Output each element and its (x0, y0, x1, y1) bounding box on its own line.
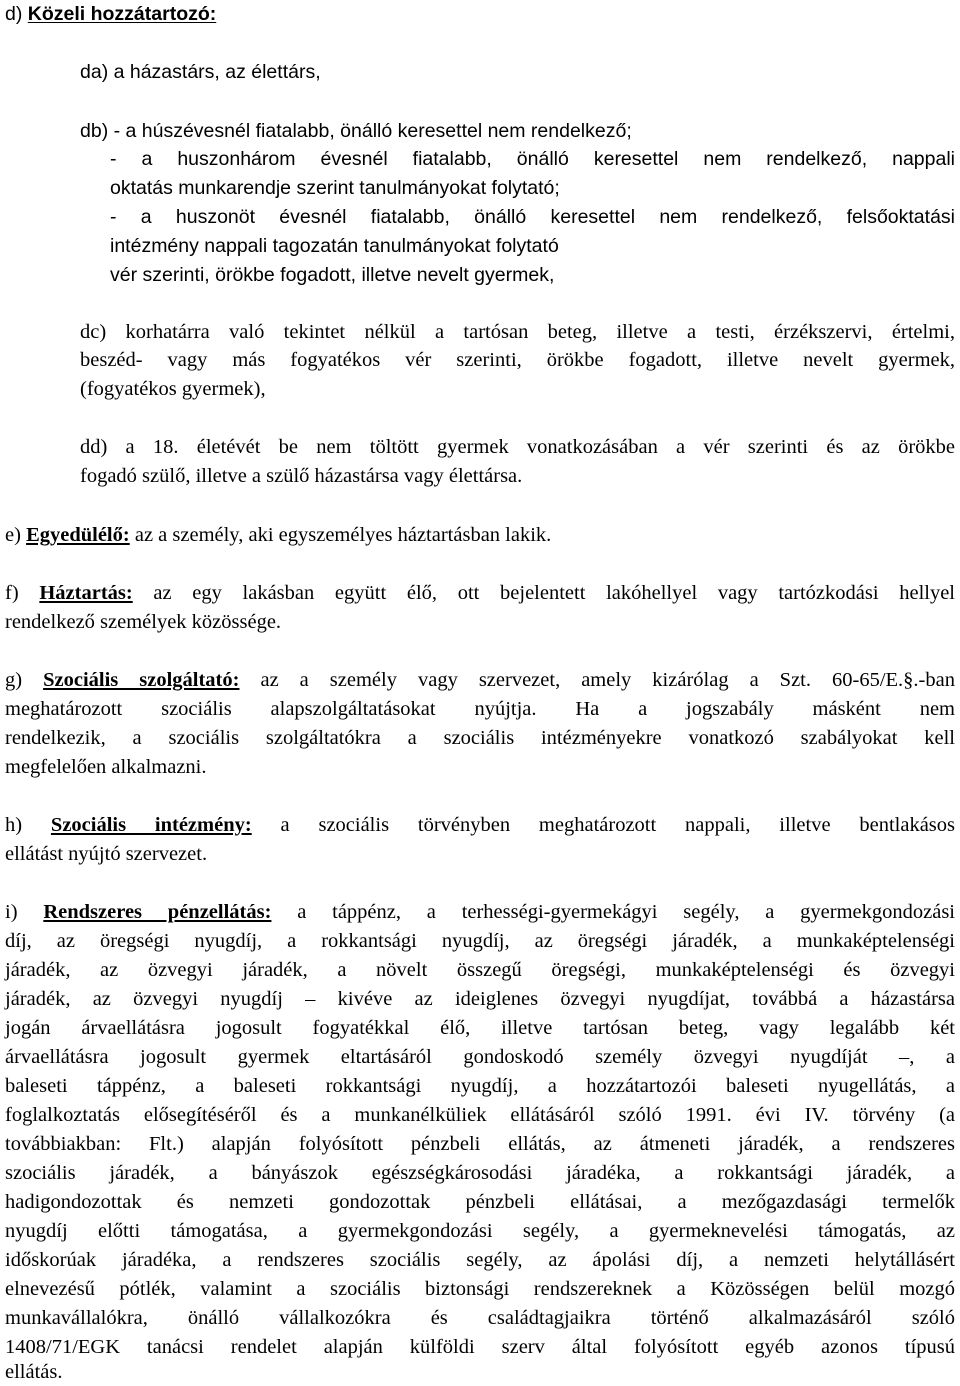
section-f-line: rendelkező személyek közössége. (5, 611, 282, 633)
section-i-line: továbbiakban: Flt.) alapján folyósított pénzbeli ellátás, az átmeneti járadék, a rendszeres (5, 1133, 955, 1155)
item-db-line: - a huszonhárom évesnél fiatalabb, önálló keresettel nem rendelkező, nappali (110, 148, 955, 170)
section-f-label: f) (5, 582, 40, 604)
section-g-line (5, 666, 955, 694)
item-db-line: oktatás munkarendje szerint tanulmányokat folytató; (110, 177, 560, 199)
section-e-label: e) (5, 524, 27, 546)
term-szocialis-intezmeny: Szociális intézmény: (50, 814, 252, 836)
section-h-line: ellátást nyújtó szervezet. (5, 843, 208, 865)
section-h-label: h) (5, 814, 51, 836)
item-da: da) a házastárs, az élettárs, (80, 61, 321, 83)
section-i-line: munkavállalókra, önálló vállalkozókra és családtagjaikra történő alkalmazásáról szóló (5, 1307, 955, 1329)
section-i-line: baleseti táppénz, a baleseti rokkantsági nyugdíj, a hozzátartozói baleseti nyugellátás, a (5, 1075, 955, 1097)
section-i-label: i) (5, 901, 44, 923)
section-i-line: ellátás. (5, 1361, 63, 1383)
section-i-line: szociális járadék, a bányászok egészségkárosodási járadéka, a rokkantsági járadék, a (5, 1162, 955, 1184)
item-db-line: intézmény nappali tagozatán tanulmányokat folytató (110, 235, 559, 257)
item-dc-line: dc) korhatárra való tekintet nélkül a tartósan beteg, illetve a testi, érzékszervi, értelmi, (80, 321, 955, 343)
section-i-line: elnevezésű pótlék, valamint a szociális biztonsági rendszereknek a Közösségen belül mozgó (5, 1278, 955, 1300)
section-g-label: g) (5, 669, 44, 691)
item-db-line: db) - a húszévesnél fiatalabb, önálló keresettel nem rendelkező; (80, 120, 632, 142)
term-szocialis-szolgaltato: Szociális szolgáltató: (43, 669, 240, 691)
section-g-line: meghatározott szociális alapszolgáltatásokat nyújtja. Ha a jogszabály másként nem (5, 698, 955, 720)
section-i-line: járadék, az özvegyi járadék, a növelt összegű öregségi, munkaképtelenségi és özvegyi (5, 959, 955, 981)
section-i-line: időskorúak járadéka, a rendszeres szociális segély, az ápolási díj, a nemzeti helytállásért (5, 1249, 955, 1271)
section-i-line: foglalkoztatás elősegítéséről és a munkanélküliek ellátásáról szóló 1991. évi IV. törvény (a (5, 1104, 955, 1126)
section-f-line (5, 579, 955, 607)
section-i-line: járadék, az özvegyi nyugdíj – kivéve az ideiglenes özvegyi nyugdíjat, továbbá a házastársa (5, 988, 955, 1010)
section-e-text: az a személy, aki egyszemélyes háztartásban lakik. (129, 524, 552, 546)
section-h-line (5, 811, 955, 839)
section-d-label: d) (5, 3, 28, 25)
section-h-text: a szociális törvényben meghatározott nappali, illetve bentlakásos (251, 814, 956, 836)
section-i-line: nyugdíj előtti támogatása, a gyermekgondozási segély, a gyermeknevelési támogatás, az (5, 1220, 955, 1242)
term-egyedulelo: Egyedülélő: (26, 524, 130, 546)
term-rendszeres-penzellatas: Rendszeres pénzellátás: (43, 901, 272, 923)
section-i-line: hadigondozottak és nemzeti gondozottak pénzbeli ellátásai, a mezőgazdasági termelők (5, 1191, 955, 1213)
section-i-line: jogán árvaellátásra jogosult fogyatékkal élő, illetve tartósan beteg, vagy legalább két (5, 1017, 955, 1039)
term-kozeli-hozzatartozo: Közeli hozzátartozó: (27, 3, 217, 25)
section-i-line (5, 898, 955, 926)
term-haztartas: Háztartás: (39, 582, 133, 604)
item-dc-line: (fogyatékos gyermek), (80, 378, 266, 400)
section-g-line: megfelelően alkalmazni. (5, 756, 207, 778)
item-db-line: vér szerinti, örökbe fogadott, illetve nevelt gyermek, (110, 264, 555, 286)
section-g-text: az a személy vagy szervezet, amely kizárólag a Szt. 60-65/E.§.-ban (239, 669, 955, 691)
item-dc-line: beszéd- vagy más fogyatékos vér szerinti, örökbe fogadott, illetve nevelt gyermek, (80, 349, 955, 371)
item-dd-line: fogadó szülő, illetve a szülő házastársa vagy élettársa. (80, 465, 523, 487)
item-db-line: - a huszonöt évesnél fiatalabb, önálló keresettel nem rendelkező, felsőoktatási (110, 206, 955, 228)
section-i-line: díj, az öregségi nyugdíj, a rokkantsági nyugdíj, az öregségi járadék, a munkaképtelenségi (5, 930, 955, 952)
section-e (5, 521, 551, 549)
section-i-text: a táppénz, a terhességi-gyermekágyi segély, a gyermekgondozási (271, 901, 955, 923)
section-i-line: árvaellátásra jogosult gyermek eltartásáról gondoskodó személy özvegyi nyugdíját –, a (5, 1046, 955, 1068)
item-dd-line: dd) a 18. életévét be nem töltött gyermek vonatkozásában a vér szerinti és az örökbe (80, 436, 955, 458)
section-d-heading (5, 0, 216, 28)
section-f-text: az egy lakásban együtt élő, ott bejelentett lakóhellyel vagy tartózkodási hellyel (132, 582, 956, 604)
section-g-line: rendelkezik, a szociális szolgáltatókra a szociális intézményekre vonatkozó szabályokat kell (5, 727, 955, 749)
section-i-line: 1408/71/EGK tanácsi rendelet alapján külföldi szerv által folyósított egyéb azonos típusú (5, 1336, 955, 1358)
